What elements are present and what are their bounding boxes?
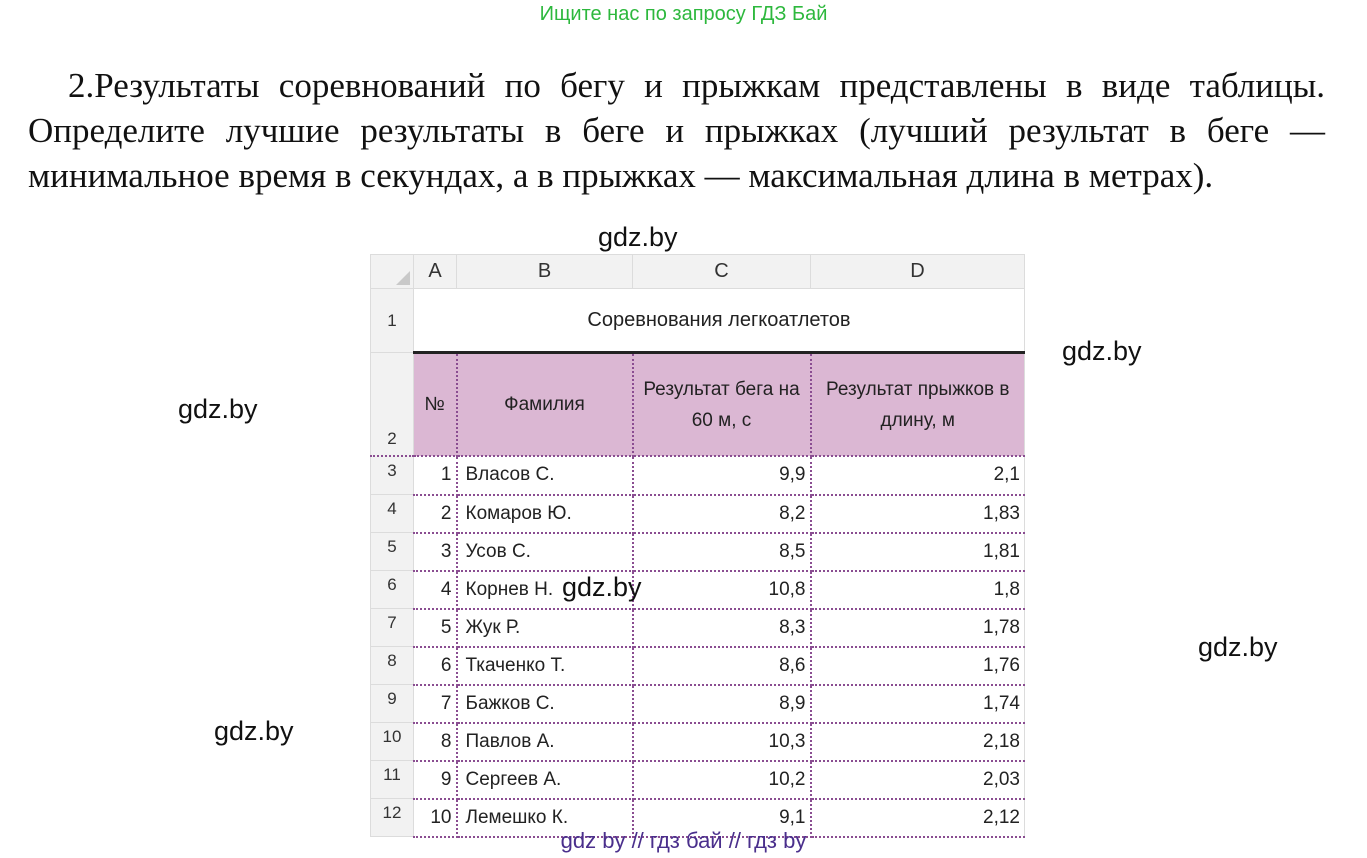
task-text: [28, 63, 1325, 198]
row-number[interactable]: 5: [371, 533, 414, 571]
table-row: [371, 647, 1025, 685]
column-header-b[interactable]: B: [457, 255, 633, 289]
column-header-row: [371, 255, 1025, 289]
table-title-cell[interactable]: Соревнования легкоатлетов: [414, 289, 1025, 353]
top-banner: Ищите нас по запросу ГДЗ Бай: [539, 3, 828, 25]
table-row: [371, 456, 1025, 495]
run-result-cell[interactable]: 10,8: [633, 571, 811, 609]
run-result-cell[interactable]: 8,9: [633, 685, 811, 723]
row-number[interactable]: 1: [371, 289, 414, 353]
number-cell[interactable]: 1: [414, 456, 457, 495]
row-number[interactable]: 2: [371, 353, 414, 457]
run-result-cell[interactable]: 9,9: [633, 456, 811, 495]
run-result-cell[interactable]: 8,5: [633, 533, 811, 571]
number-cell[interactable]: 5: [414, 609, 457, 647]
number-cell[interactable]: 3: [414, 533, 457, 571]
run-result-cell[interactable]: 8,3: [633, 609, 811, 647]
number-cell[interactable]: 2: [414, 495, 457, 533]
number-cell[interactable]: 4: [414, 571, 457, 609]
row-number[interactable]: 3: [371, 456, 414, 495]
surname-cell[interactable]: Комаров Ю.: [457, 495, 633, 533]
surname-cell[interactable]: Корнев Н.: [457, 571, 633, 609]
column-header-d[interactable]: D: [811, 255, 1025, 289]
surname-cell[interactable]: Лемешко К.: [457, 799, 633, 837]
watermark: gdz.by: [598, 222, 678, 252]
surname-cell[interactable]: Власов С.: [457, 456, 633, 495]
number-cell[interactable]: 8: [414, 723, 457, 761]
table-row: [371, 609, 1025, 647]
header-jump-cell[interactable]: Результат прыжков в длину, м: [811, 353, 1025, 457]
task-body: Результаты соревнований по бегу и прыжкам представлены в виде таблицы. Определите лучшие результаты в беге и прыжках (лучший результат в беге — минимальное время в секундах, а в прыжках — максимальная длина в метрах).: [28, 66, 1325, 195]
watermark: gdz.by: [1062, 336, 1142, 366]
jump-result-cell[interactable]: 1,83: [811, 495, 1025, 533]
header-run-cell[interactable]: Результат бега на 60 м, с: [633, 353, 811, 457]
run-result-cell[interactable]: 8,6: [633, 647, 811, 685]
row-number[interactable]: 11: [371, 761, 414, 799]
title-row: [371, 289, 1025, 353]
header-surname-cell[interactable]: Фамилия: [457, 353, 633, 457]
row-number[interactable]: 7: [371, 609, 414, 647]
jump-result-cell[interactable]: 1,76: [811, 647, 1025, 685]
column-header-a[interactable]: A: [414, 255, 457, 289]
task-number: 2.: [68, 66, 95, 105]
table-row: [371, 533, 1025, 571]
number-cell[interactable]: 10: [414, 799, 457, 837]
jump-result-cell[interactable]: 1,78: [811, 609, 1025, 647]
run-result-cell[interactable]: 8,2: [633, 495, 811, 533]
surname-cell[interactable]: Усов С.: [457, 533, 633, 571]
table-row: [371, 571, 1025, 609]
jump-result-cell[interactable]: 2,18: [811, 723, 1025, 761]
spreadsheet-table: [370, 254, 1025, 838]
surname-cell[interactable]: Жук Р.: [457, 609, 633, 647]
row-number[interactable]: 6: [371, 571, 414, 609]
number-cell[interactable]: 7: [414, 685, 457, 723]
watermark: gdz.by: [214, 716, 294, 746]
footer-links: gdz by // гдз бай // гдз by: [560, 828, 807, 853]
table-row: [371, 723, 1025, 761]
run-result-cell[interactable]: 9,1: [633, 799, 811, 837]
row-number[interactable]: 8: [371, 647, 414, 685]
table-row: [371, 495, 1025, 533]
table-row: [371, 685, 1025, 723]
watermark: gdz.by: [562, 572, 642, 602]
row-number[interactable]: 12: [371, 799, 414, 837]
jump-result-cell[interactable]: 1,81: [811, 533, 1025, 571]
jump-result-cell[interactable]: 2,1: [811, 456, 1025, 495]
watermark: gdz.by: [178, 394, 258, 424]
run-result-cell[interactable]: 10,2: [633, 761, 811, 799]
column-header-c[interactable]: C: [633, 255, 811, 289]
surname-cell[interactable]: Бажков С.: [457, 685, 633, 723]
row-number[interactable]: 4: [371, 495, 414, 533]
surname-cell[interactable]: Сергеев А.: [457, 761, 633, 799]
table-row: [371, 761, 1025, 799]
number-cell[interactable]: 6: [414, 647, 457, 685]
row-number[interactable]: 10: [371, 723, 414, 761]
header-number-cell[interactable]: №: [414, 353, 457, 457]
number-cell[interactable]: 9: [414, 761, 457, 799]
surname-cell[interactable]: Павлов А.: [457, 723, 633, 761]
surname-cell[interactable]: Ткаченко Т.: [457, 647, 633, 685]
jump-result-cell[interactable]: 2,12: [811, 799, 1025, 837]
watermark: gdz.by: [1198, 632, 1278, 662]
run-result-cell[interactable]: 10,3: [633, 723, 811, 761]
jump-result-cell[interactable]: 2,03: [811, 761, 1025, 799]
jump-result-cell[interactable]: 1,8: [811, 571, 1025, 609]
row-number[interactable]: 9: [371, 685, 414, 723]
select-all-corner[interactable]: [371, 255, 414, 289]
column-titles-row: [371, 353, 1025, 457]
jump-result-cell[interactable]: 1,74: [811, 685, 1025, 723]
